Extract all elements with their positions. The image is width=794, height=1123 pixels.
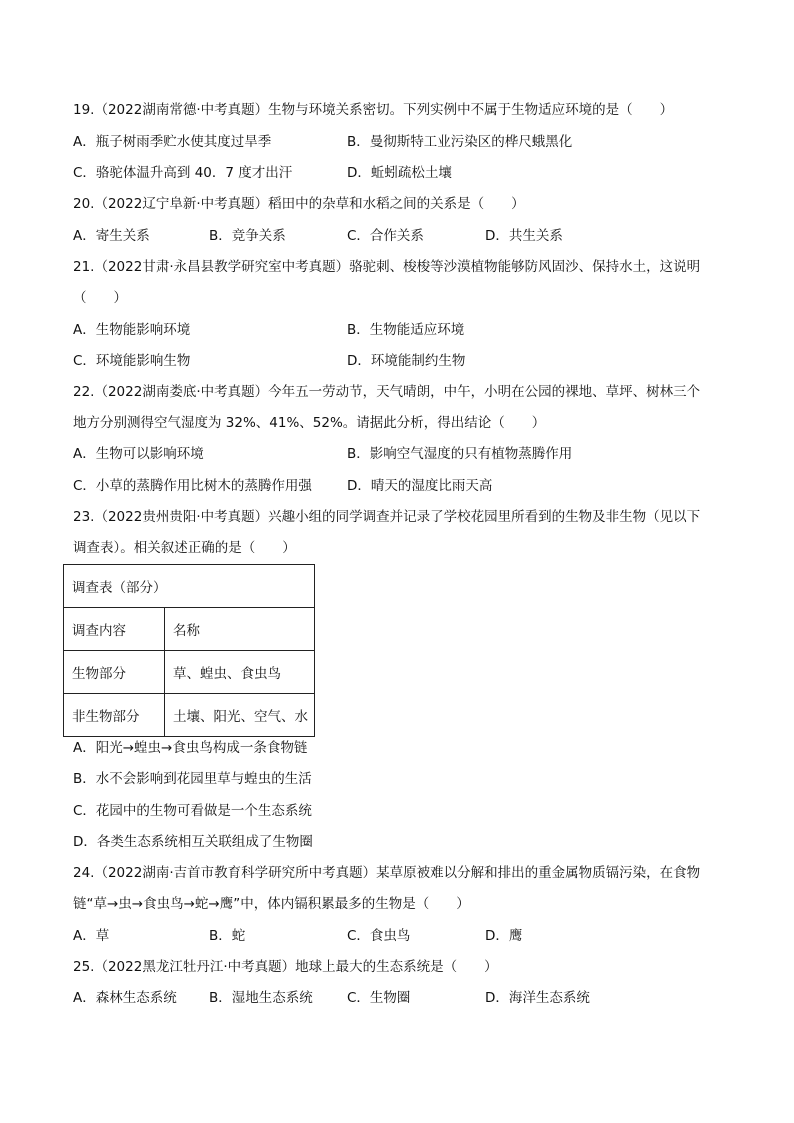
table-cell: 土壤、阳光、空气、水 — [165, 694, 315, 737]
q22-stem-line1: 22.（2022湖南娄底·中考真题）今年五一劳动节，天气晴朗，中午，小明在公园的裸地、草坪、树林三个 — [73, 384, 701, 400]
q21-stem-line1: 21.（2022甘肃·永昌县教学研究室中考真题）骆驼刺、梭梭等沙漠植物能够防风固沙、保持水土，这说明 — [73, 259, 701, 275]
q23-stem-line1: 23.（2022贵州贵阳·中考真题）兴趣小组的同学调查并记录了学校花园里所看到的生物及非生物（见以下 — [73, 509, 701, 525]
q22-option-a: A．生物可以影响环境 — [73, 446, 204, 462]
q20-option-c: C．合作关系 — [347, 228, 424, 244]
table-cell: 生物部分 — [64, 651, 165, 694]
q22-option-c: C．小草的蒸腾作用比树木的蒸腾作用强 — [73, 478, 312, 494]
q24-stem-line1: 24.（2022湖南·吉首市教育科学研究所中考真题）某草原被难以分解和排出的重金属物质镉污染，在食物 — [73, 865, 701, 881]
table-row — [64, 651, 315, 694]
q25-option-c: C．生物圈 — [347, 990, 411, 1006]
q24-stem-line2: 链“草→虫→食虫鸟→蛇→鹰”中，体内镉积累最多的生物是（ ） — [73, 896, 470, 912]
q20-stem: 20.（2022辽宁阜新·中考真题）稻田中的杂草和水稻之间的关系是（ ） — [73, 196, 525, 212]
q21-option-c: C．环境能影响生物 — [73, 353, 191, 369]
table-caption: 调查表（部分） — [64, 565, 315, 608]
q21-option-d: D．环境能制约生物 — [347, 353, 466, 369]
table-row — [64, 608, 315, 651]
table-row — [64, 694, 315, 737]
q21-stem-line2: （ ） — [73, 290, 127, 306]
q23-stem-line2: 调查表）。相关叙述正确的是（ ） — [73, 540, 296, 556]
q24-option-c: C．食虫鸟 — [347, 928, 411, 944]
q21-option-a: A．生物能影响环境 — [73, 322, 191, 338]
q21-option-b: B．生物能适应环境 — [347, 322, 465, 338]
q25-stem: 25.（2022黑龙江牡丹江·中考真题）地球上最大的生态系统是（ ） — [73, 959, 498, 975]
q25-option-a: A．森林生态系统 — [73, 990, 177, 1006]
q22-option-d: D．晴天的湿度比雨天高 — [347, 478, 493, 494]
q20-option-a: A．寄生关系 — [73, 228, 150, 244]
table-cell: 名称 — [165, 608, 315, 651]
q20-option-d: D．共生关系 — [485, 228, 563, 244]
q22-stem-line2: 地方分别测得空气湿度为 32%、41%、52%。请据此分析，得出结论（ ） — [73, 415, 546, 431]
table-caption-row — [64, 565, 315, 608]
table-cell: 非生物部分 — [64, 694, 165, 737]
q23-option-d: D．各类生态系统相互关联组成了生物圈 — [73, 834, 313, 850]
q23-option-b: B．水不会影响到花园里草与蝗虫的生活 — [73, 771, 312, 787]
q24-option-b: B．蛇 — [209, 928, 246, 944]
q19-stem: 19.（2022湖南常德·中考真题）生物与环境关系密切。下列实例中不属于生物适应环境的是（ ） — [73, 102, 674, 118]
table-cell: 调查内容 — [64, 608, 165, 651]
q25-option-d: D．海洋生态系统 — [485, 990, 590, 1006]
q24-option-d: D．鹰 — [485, 928, 523, 944]
q19-option-d: D．蚯蚓疏松土壤 — [347, 165, 452, 181]
q24-option-a: A．草 — [73, 928, 110, 944]
q25-option-b: B．湿地生态系统 — [209, 990, 313, 1006]
q19-option-c: C．骆驼体温升高到 40．7 度才出汗 — [73, 165, 293, 181]
q22-option-b: B．影响空气湿度的只有植物蒸腾作用 — [347, 446, 573, 462]
q23-option-a: A．阳光→蝗虫→食虫鸟构成一条食物链 — [73, 740, 308, 756]
q23-option-c: C．花园中的生物可看做是一个生态系统 — [73, 803, 312, 819]
q20-option-b: B．竞争关系 — [209, 228, 286, 244]
q19-option-b: B．曼彻斯特工业污染区的桦尺蛾黑化 — [347, 134, 573, 150]
table-cell: 草、蝗虫、食虫鸟 — [165, 651, 315, 694]
q19-option-a: A．瓶子树雨季贮水使其度过旱季 — [73, 134, 272, 150]
survey-table — [63, 564, 315, 737]
